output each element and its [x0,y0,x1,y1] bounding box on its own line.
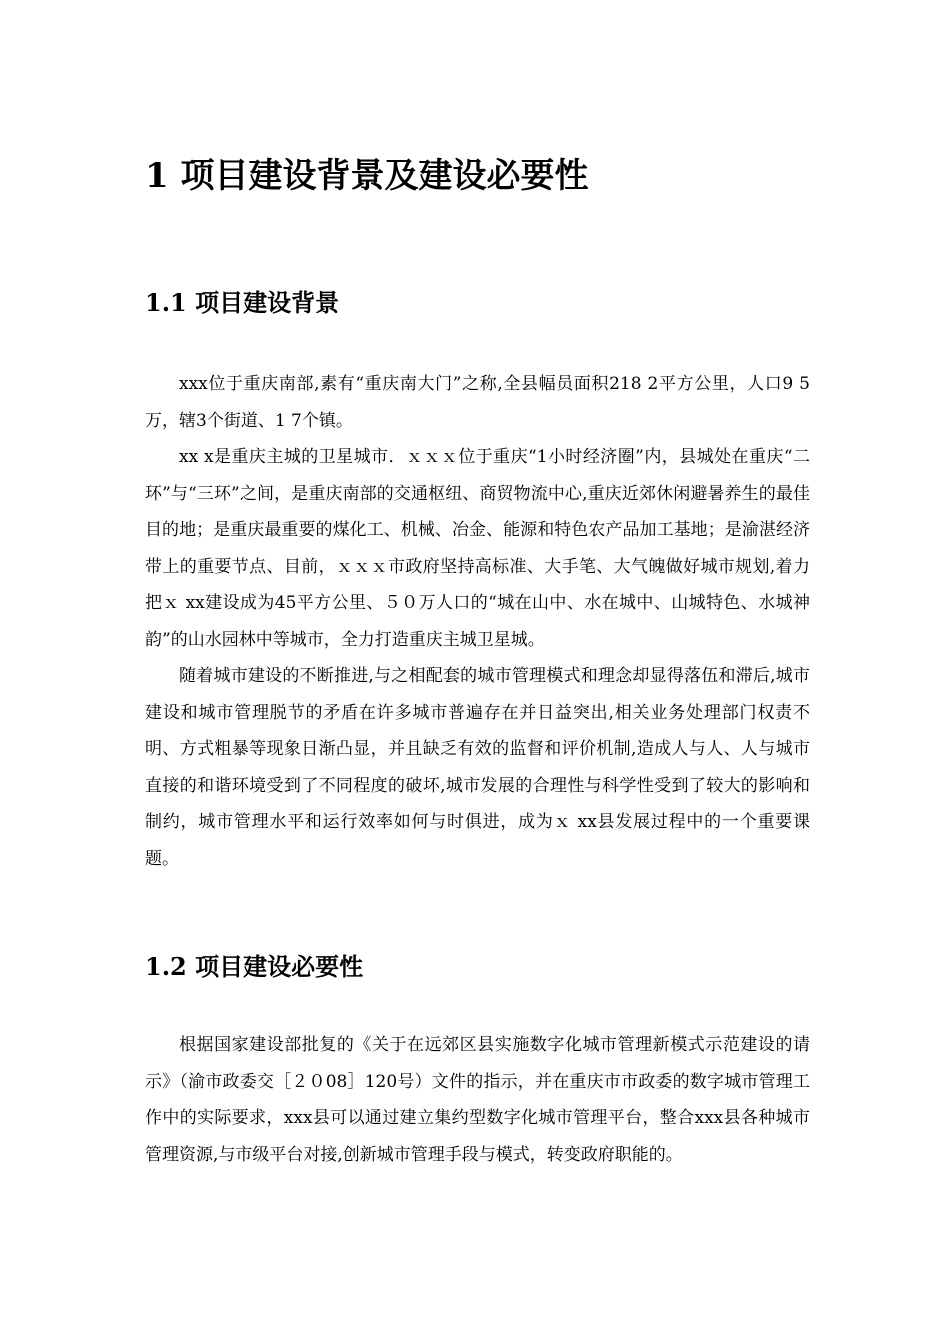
paragraph: 根据国家建设部批复的《关于在远郊区县实施数字化城市管理新模式示范建设的请示》（渝市政委交［２０08］120号）文件的指示，并在重庆市市政委的数字城市管理工作中的实际要求，xxx县可以通过建立集约型数字化城市管理平台，整合xxx县各种城市管理资源,与市级平台对接,创新城市管理手段与模式，转变政府职能的。 [145,1035,810,1165]
paragraph: 随着城市建设的不断推进,与之相配套的城市管理模式和理念却显得落伍和滞后,城市建设和城市管理脱节的矛盾在许多城市普遍存在并日益突出,相关业务处理部门权责不明、方式粗暴等现象日渐凸显，并且缺乏有效的监督和评价机制,造成人与人、人与城市直接的和谐环境受到了不同程度的破坏,城市发展的合理性与科学性受到了较大的影响和制约，城市管理水平和运行效率如何与时俱进，成为ｘ xx县发展过程中的一个重要课题。 [145,666,810,869]
section-heading-background: 1.1 项目建设背景 [145,288,340,317]
section-body-background [145,366,810,877]
paragraph: xxx位于重庆南部,素有“重庆南大门”之称,全县幅员面积218 2平方公里，人口9 5万，辖3个街道、1 7个镇。 [145,374,810,431]
paragraph: xx x是重庆主城的卫星城市．ｘｘｘ位于重庆“1小时经济圈”内，县城处在重庆“二环”与“三环”之间，是重庆南部的交通枢纽、商贸物流中心,重庆近郊休闲避暑养生的最佳目的地；是重庆最重要的煤化工、机械、冶金、能源和特色农产品加工基地；是渝湛经济带上的重要节点、目前，ｘｘｘ市政府坚持高标准、大手笔、大气魄做好城市规划,着力把ｘ xx建设成为45平方公里、５０万人口的“城在山中、水在城中、山城特色、水城神韵”的山水园林中等城市，全力打造重庆主城卫星城。 [145,447,810,650]
section-body-necessity [145,1027,810,1173]
section-heading-necessity: 1.2 项目建设必要性 [145,952,364,981]
chapter-title: 1 项目建设背景及建设必要性 [145,156,589,196]
